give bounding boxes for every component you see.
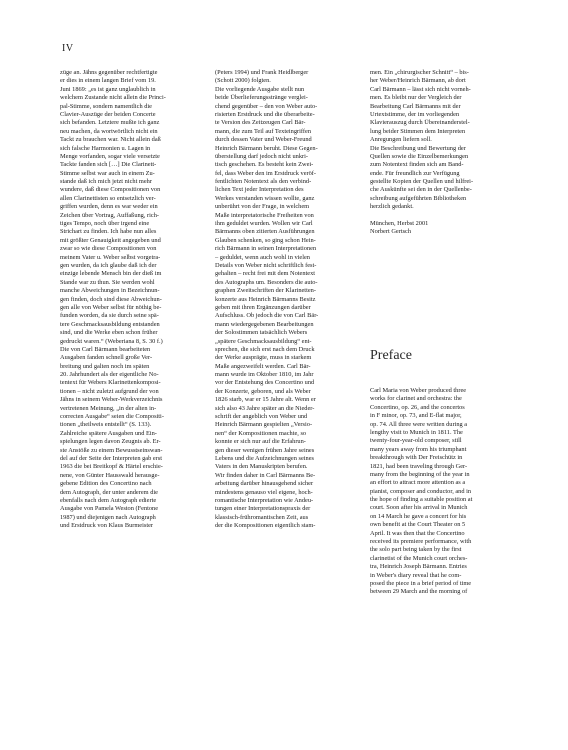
column-2-line: sich also 43 Jahre später an die Nieder- (215, 404, 315, 412)
column-1-line: welchem Zustande nicht allein die Princi- (60, 94, 166, 102)
column-2-line: beide Überlieferungsstränge verglei- (215, 94, 308, 102)
column-2-line: rich Bärmann in seinen Interpretationen (215, 245, 317, 253)
column-2-line: te Version des Zeitzeugen Carl Bär- (215, 119, 306, 127)
column-2-line: fentlichten Notentext als den verbind- (215, 178, 312, 186)
column-2-line: (Peters 1994) und Frank Heidlberger (215, 69, 309, 76)
column-2-line: des Autographs um. Besonders die auto- (215, 278, 318, 286)
signature-author: Norbert Gertsch (370, 228, 412, 236)
column-1-line: Zahlreiche spätere Ausgaben und Ein- (60, 429, 157, 437)
column-1-line: Die von Carl Bärmann bearbeiteten (60, 345, 151, 353)
preface-line: posed the piece in a brief period of time (370, 579, 472, 587)
column-2-line: der Konzerte, geboren, und als Weber (215, 387, 311, 395)
preface-line: April. It was then that the Concertino (370, 529, 465, 537)
column-3-line: Klavierauszug durch Übereinanderstel- (370, 119, 470, 127)
column-1-line: 20. Jahrhundert als der eigentliche No- (60, 371, 159, 379)
column-2-line: risierten Erstdruck und die überarbeite- (215, 110, 315, 118)
column-2-line: mann wurde im Oktober 1810, im Jahr (215, 371, 314, 379)
column-2-line: – geduldet, wenn auch wohl in vielen (215, 253, 310, 261)
preface-line: the hope of finding a suitable position at (370, 496, 473, 504)
column-2-line: mann wiedergegebenen Bearbeitungen (215, 320, 314, 328)
preface-line: lengthy visit to Munich in 1811. The (370, 428, 463, 436)
column-2-line: unberührt von der Frage, in welchem (215, 203, 310, 211)
column-1-line: Ausgaben fanden schnell große Ver- (60, 354, 153, 362)
column-1-line: Jähns in seinem Weber-Werkverzeichnis (60, 396, 163, 404)
column-1-line: correcten Ausgabe“ seien die Compositi- (60, 413, 164, 421)
column-1-line: 1963 die bei Breitkopf & Härtel erschie- (60, 463, 163, 471)
column-2-line: arbeitung darüber hinausgehend sicher (215, 480, 314, 488)
column-1-line: dem Autograph, der unter anderem die (60, 488, 158, 496)
column-2-line: nen“ der Kompositionen machte, so (215, 429, 307, 437)
column-1-line: einzige lebende Mensch bin der dieß im (60, 270, 162, 278)
column-1-line: 1987) und diejenigen nach Autograph (60, 513, 156, 521)
preface-line: the solo part being taken by the first (370, 546, 462, 554)
column-2-line: Maße angezweifelt werden. Carl Bär- (215, 362, 311, 370)
preface-line: Carl Maria von Weber produced three (370, 387, 467, 394)
column-2-line: romantische Interpretation wie Andeu- (215, 496, 314, 504)
column-2-line: gen dieser wenigen frühen Jahre seines (215, 446, 315, 454)
column-2-line: gehalten – recht frei mit dem Notentext (215, 270, 316, 278)
column-2-line: Heinrich Bärmann beruht. Diese Gegen- (215, 144, 318, 152)
column-2-line: Lebens und die Aufzeichnungen seines (215, 454, 315, 462)
preface-body (370, 387, 520, 597)
column-2-line: geben mit ihren Ergänzungen darüber (215, 303, 311, 311)
column-1-line: ste Anstöße zu einem Bewusstseinswan- (60, 446, 163, 454)
preface-line: tra, Heinrich Joseph Bärmann. Entries (370, 563, 467, 571)
preface-line: clarinetist of the Munich court orches- (370, 554, 468, 562)
column-1-line: ebenfalls nach dem Autograph edierte (60, 496, 157, 504)
column-1-line: sich falsche Harmonien u. Lagen in (60, 144, 151, 152)
column-1-line: del auf der Seite der Interpreten gab erst (60, 454, 162, 462)
column-1-line: Stimme selbst war auch in einem Zu- (60, 169, 155, 177)
column-3-line: herzlich gedankt. (370, 203, 414, 211)
preface-line: breakthrough with Der Freischütz in (370, 454, 463, 462)
column-1-line: nene, von Günter Hausswald herausge- (60, 471, 160, 479)
column-1-line: Tackte fanden sich […] Die Clarinett- (60, 161, 157, 169)
column-2-line: konnte er sich nur auf die Erfahrun- (215, 438, 306, 446)
column-3-line: lung beider Stimmen dem Interpreten (370, 127, 466, 135)
column-3-line: Anregungen liefern soll. (370, 136, 432, 144)
column-2-line: der Werke ausprägte, muss in starkem (215, 354, 312, 362)
column-2-line: Wir finden daher in Carl Bärmanns Be- (215, 471, 316, 479)
column-2-line: tisch geschehen. Es besteht kein Zwei- (215, 161, 314, 169)
column-1-line: mit größter Genauigkeit angegeben und (60, 236, 161, 244)
preface-line: received its premiere performance, with (370, 538, 472, 546)
column-1-line: Clavier-Auszüge der beiden Concerte (60, 110, 156, 118)
column-3-line: Bearbeitung Carl Bärmanns mit der (370, 102, 461, 110)
column-3-line: men. Ein „chirurgischer Schnitt“ – bis- (370, 69, 469, 76)
column-1-line: sich befanden. Letztere mußte ich ganz (60, 119, 160, 127)
column-2-line: ihm geduldet wurden. Wollen wir Carl (215, 220, 313, 228)
preface-line: twenty-four-year-old composer, still (370, 437, 462, 445)
column-1-line: tionen „theilweis entstellt“ (S. 133). (60, 421, 152, 429)
column-1-line: gen finden, doch sind diese Abweichun- (60, 295, 162, 303)
column-1 (60, 69, 202, 530)
preface-heading: Preface (370, 348, 412, 363)
column-3-line: Carl Bärmann – lässt sich nicht vorneh- (370, 85, 471, 93)
column-2-line: graphen Zweitschriften der Klarinetten- (215, 287, 316, 295)
preface-line: op. 74. All three were written during a (370, 420, 468, 428)
column-2-line: (Schott 2000) folgten. (215, 77, 271, 85)
column-2-line: chend gegenüber – den von Weber auto- (215, 102, 318, 110)
column-2-line: Details von Weber nicht schriftlich fest- (215, 261, 317, 269)
column-1-line: und Erstdruck von Klaus Burmeister (60, 522, 154, 530)
column-1-line: züge an. Jähns gegenüber rechtfertigte (60, 69, 158, 76)
column-3-line: Die Beschreibung und Bewertung der (370, 144, 466, 152)
column-2-line: Glauben schenken, so ging schon Hein- (215, 236, 316, 244)
column-1-line: allen Clarinettisten so entsetzlich ver- (60, 194, 156, 202)
column-2-line: der Solostimmen tatsächlich Webers (215, 329, 308, 337)
column-3-body (370, 69, 512, 212)
column-1-line: griffen wurden, denn es war weder ein (60, 203, 158, 211)
column-1-line: gen alle von Weber selbst für nöthig be- (60, 303, 162, 311)
column-2-line: mann, die zum Teil auf Texteingriffen (215, 127, 312, 135)
column-1-line: zwar so wie diese Compositionen von (60, 245, 157, 253)
column-2-line: sprechen, die sich erst nach dem Druck (215, 345, 315, 353)
column-2-line: tungen einer Interpretationspraxis der (215, 505, 311, 513)
column-2-line: schrift der angeblich von Weber und (215, 413, 308, 421)
column-1-line: Tackt zu brauchen war. Nicht allein daß (60, 136, 161, 144)
column-2-line: Vaters in den Manuskripten berufen. (215, 463, 308, 471)
column-1-line: Juni 1869: „es ist ganz unglaublich in (60, 85, 156, 93)
column-1-line: er dies in einem langen Brief vom 19. (60, 77, 156, 85)
column-1-line: Strichart zu finden. Ich habe nun alles (60, 228, 157, 236)
column-2-line: mindestens genauso viel eigene, hoch- (215, 488, 313, 496)
preface-line: court. Soon after his arrival in Munich (370, 504, 468, 512)
column-2-line: Maße interpretatorische Freiheiten von (215, 211, 314, 219)
preface-line: own benefit at the Court Theater on 5 (370, 521, 466, 529)
preface-line: in F minor, op. 73, and E-flat major, (370, 412, 462, 420)
column-2-line: Aufschluss. Ob jedoch die von Carl Bär- (215, 312, 319, 320)
column-3-line: schreibung aufgeführten Bibliotheken (370, 194, 467, 202)
column-1-line: Stande war zu thun. Sie werden wohl (60, 278, 155, 286)
preface-line: Concertino, op. 26, and the concertos (370, 403, 465, 411)
column-1-line: sind, und die Werke eben schon früher (60, 329, 158, 337)
column-2-line: lichen Text jeder Interpretation des (215, 186, 304, 194)
column-1-line: tiges Tempo, noch über irgend eine (60, 220, 150, 228)
preface-line: many years away from his triumphant (370, 445, 467, 453)
preface-line: 1821, had been traveling through Ger- (370, 462, 468, 470)
preface-line: works for clarinet and orchestra: the (370, 395, 462, 403)
column-1-line: Menge vorfanden, sogar viele versetzte (60, 152, 160, 160)
column-2-line: konzerte aus Heinrich Bärmanns Besitz (215, 295, 316, 303)
column-1-line: funden worden, da sie durch seine spä- (60, 312, 159, 320)
column-2-line: Die vorliegende Ausgabe stellt nun (215, 85, 305, 93)
column-3-line: gestellte Kopien der Quellen und hilfrei- (370, 178, 474, 186)
column-1-line: neu machen, da wortwörtlich nicht ein (60, 127, 158, 135)
column-1-line: stande daß ich mich jetzt nicht mehr (60, 178, 152, 186)
column-2-line: Bärmanns oben zitierten Ausführungen (215, 228, 315, 236)
column-1-line: tionen – nicht zuletzt aufgrund der von (60, 387, 159, 395)
column-1-line: gebene Edition des Concertino nach (60, 480, 152, 488)
column-1-line: meinem Vater u. Weber selbst vorgetra- (60, 253, 161, 261)
column-2-line: klassisch-frühromantischen Zeit, aus (215, 513, 309, 521)
column-3-line: Urtextstimme, der im vorliegenden (370, 110, 460, 118)
column-2-line: durch dessen Vater und Weber-Freund (215, 136, 312, 144)
column-3 (370, 69, 512, 237)
column-3-line: men. Es bleibt nur der Vergleich der (370, 94, 462, 102)
column-1-line: wundere, daß diese Compositionen von (60, 186, 161, 194)
column-2-line: Heinrich Bärmann gespielten „Versio- (215, 421, 313, 429)
column-1-line: gen wurden, da ich glaube daß ich der (60, 261, 157, 269)
column-3-line: zum Notentext finden sich am Band- (370, 161, 464, 169)
preface-line: an effort to attract more attention as a (370, 479, 466, 487)
column-1-line: breitung und galten noch im späten (60, 362, 150, 370)
column-1-line: manche Abweichungen in Bezeichnun- (60, 287, 160, 295)
column-1-line: tentext für Webers Klarinettenkomposi- (60, 379, 161, 387)
column-3-line: her Weber/Heinrich Bärmann, ab dort (370, 77, 466, 85)
column-2-line: „spätere Geschmacksausbildung“ ent- (215, 337, 312, 345)
column-1-line: Zeichen über Vortrag, Auffaßung, rich- (60, 211, 160, 219)
column-3-line: Quellen sowie die Einzelbemerkungen (370, 152, 469, 160)
column-1-line: tere Geschmacksausbildung entstanden (60, 320, 160, 328)
preface-line: on 14 March he gave a concert for his (370, 512, 467, 520)
column-2-line: fel, dass Weber den im Erstdruck veröf- (215, 169, 317, 177)
column-1-line: gedruckt waren.“ (Weberiana 8, S. 30 f.) (60, 337, 163, 345)
column-2-line: überstellung darf jedoch nicht unkri- (215, 152, 309, 160)
column-1-line: spielungen legen davon Zeugnis ab. Er- (60, 438, 161, 446)
signature-place-date: München, Herbst 2001 (370, 220, 429, 228)
column-2-line: 1826 starb, war er 15 Jahre alt. Wenn er (215, 396, 316, 404)
preface-line: between 29 March and the morning of (370, 588, 468, 596)
preface-line: pianist, composer and conductor, and in (370, 487, 472, 495)
preface-line: many from the beginning of the year in (370, 470, 470, 478)
column-2-line: Werkes verstanden wissen wollte, ganz (215, 194, 315, 202)
column-2-line: der die Kompositionen eigentlich stam- (215, 522, 316, 530)
column-1-line: vertretenen Meinung, „in der alten in- (60, 404, 157, 412)
column-3-line: che Auskünfte sei den in der Quellenbe- (370, 186, 472, 194)
column-1-line: pal-Stimme, sondern namentlich die (60, 102, 152, 110)
preface-line: in Weber's diary reveal that he com- (370, 571, 462, 579)
column-2-line: vor der Entstehung des Concertino und (215, 379, 315, 387)
column-2 (215, 69, 357, 530)
column-1-line: Ausgabe von Pamela Weston (Fentone (60, 505, 159, 513)
page-number: IV (62, 43, 74, 54)
column-3-line: ende. Für freundlich zur Verfügung (370, 169, 460, 177)
